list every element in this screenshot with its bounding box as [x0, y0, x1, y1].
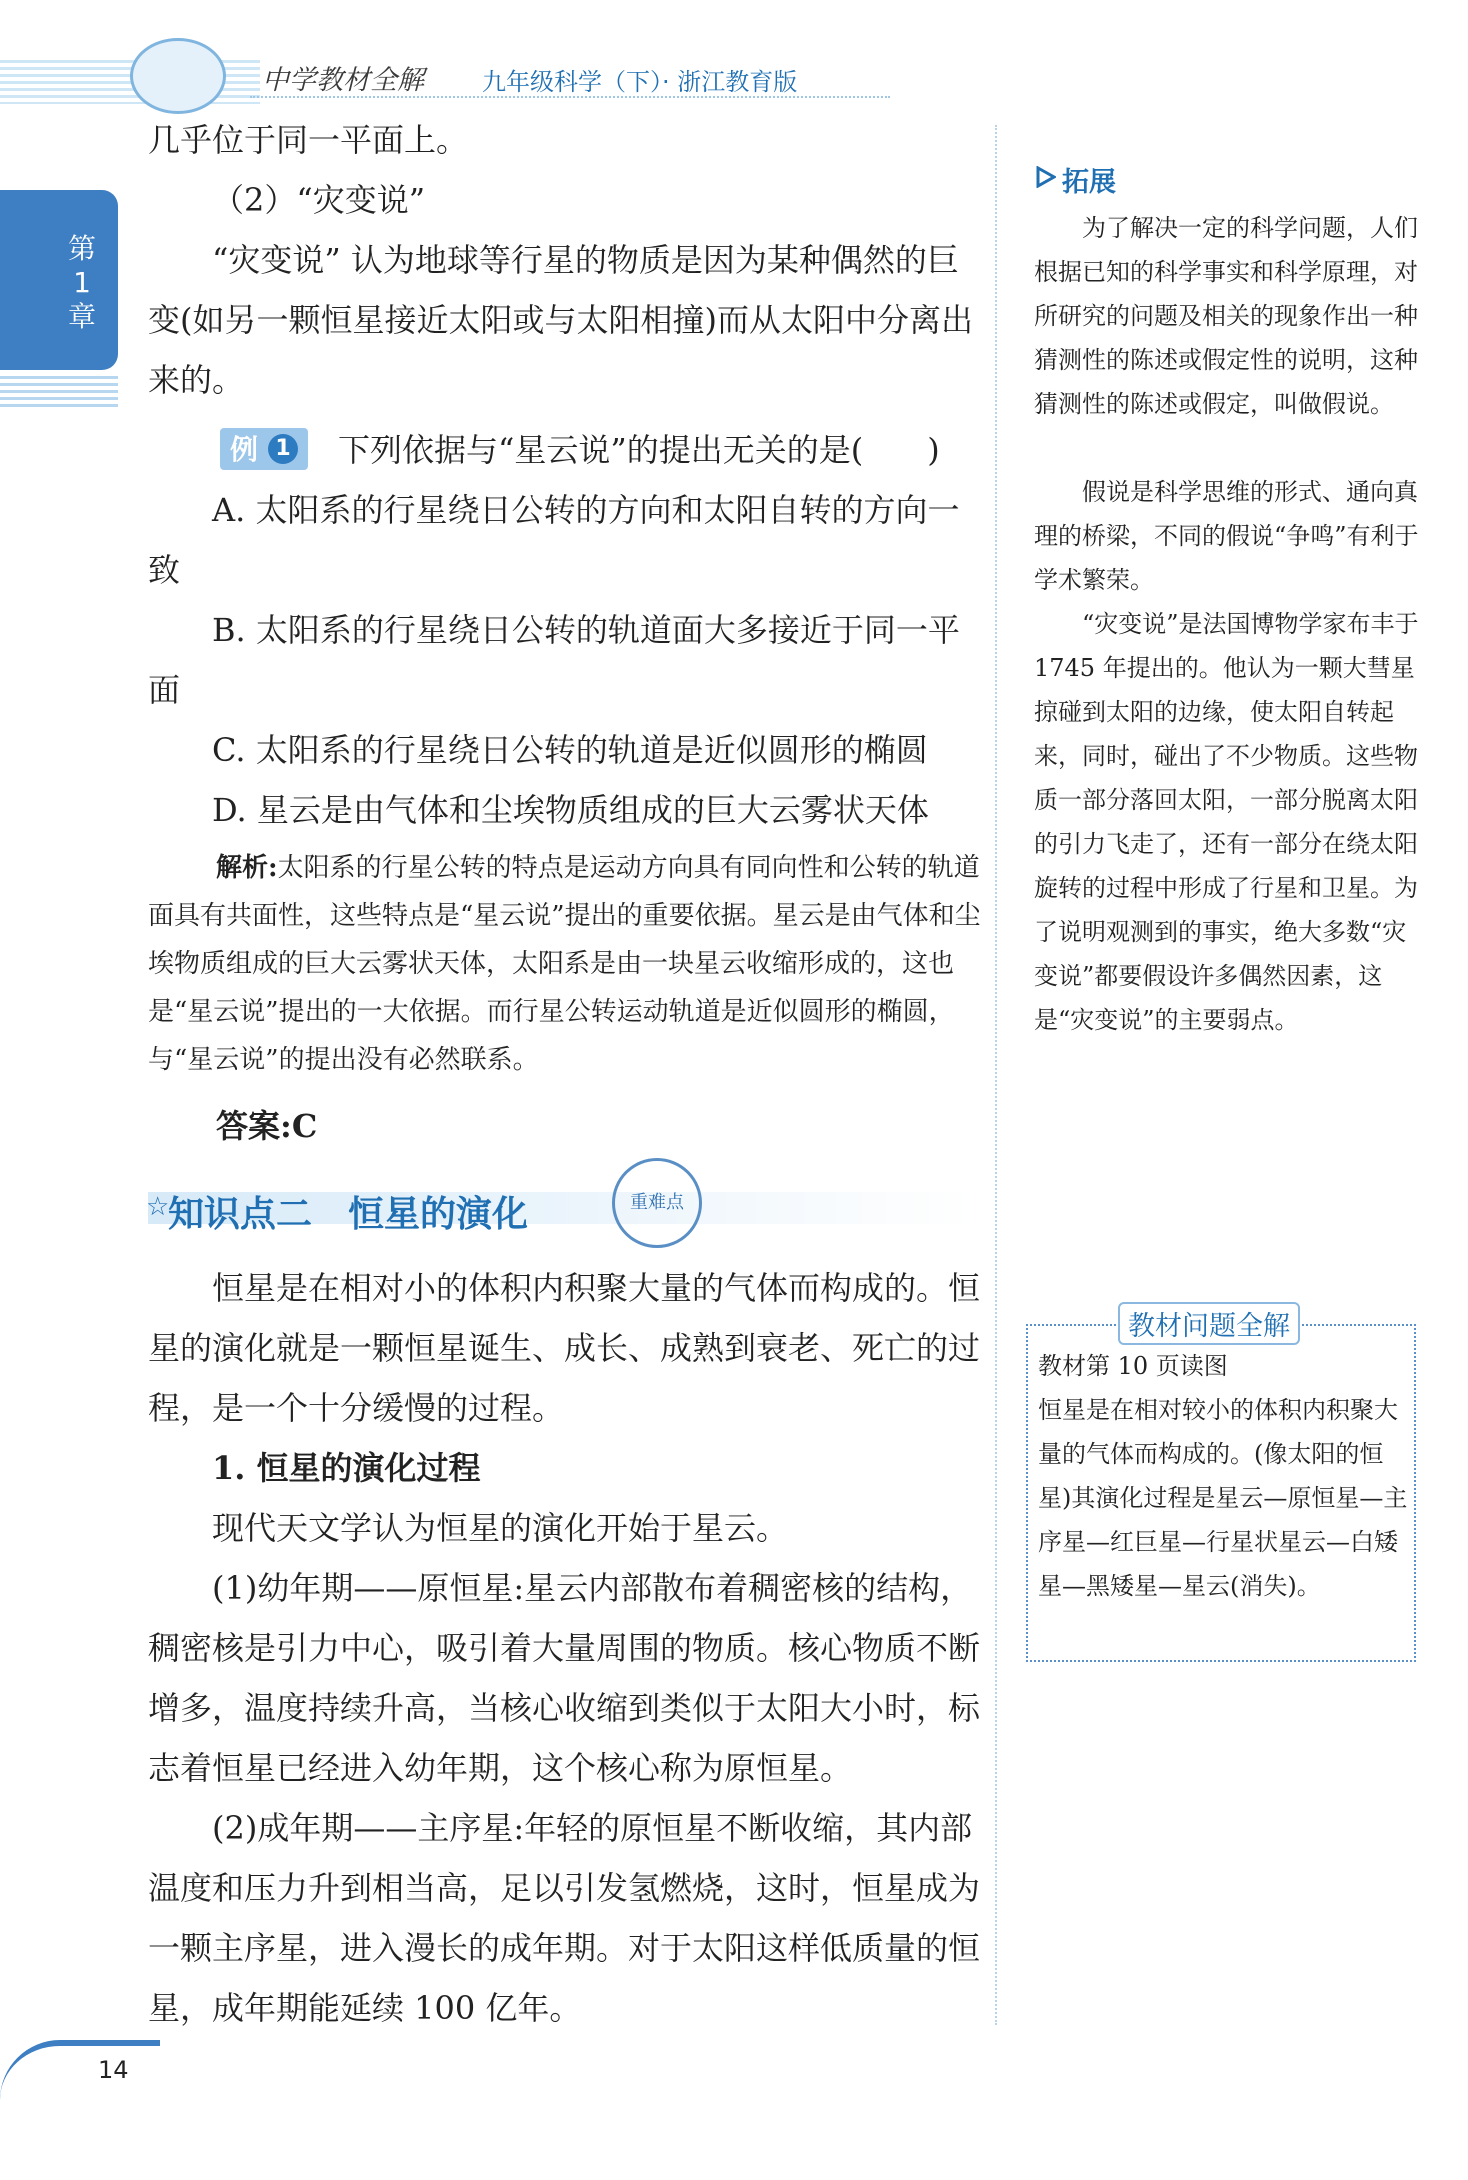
option-b: B. 太阳系的行星绕日公转的轨道面大多接近于同一平面: [148, 611, 960, 709]
star-icon: ☆: [146, 1192, 170, 1222]
textbook-question-answer: 恒星是在相对较小的体积内积聚大量的气体而构成的。(像太阳的恒星)其演化过程是星云—原恒星—主序星—红巨星—行星状星云—白矮星—黑矮星—星云(消失)。: [1038, 1396, 1408, 1600]
sidebar-paragraph-3: “灾变说”是法国博物学家布丰于 1745 年提出的。他认为一颗大彗星掠碰到太阳的边缘，使太阳自转起来，同时，碰出了不少物质。这些物质一部分落回太阳，一部分脱离太阳的引力飞走了，还有一部分在绕太阳旋转的过程中形成了行星和卫星。为了说明观测到的事实，绝大多数“灾变说”都要假设许多偶然因素，这是“灾变说”的主要弱点。: [1034, 610, 1419, 1034]
page-corner-curve: [0, 2040, 160, 2180]
column-divider: [995, 125, 997, 2025]
analysis-body: 太阳系的行星公转的特点是运动方向具有同向性和公转的轨道面具有共面性，这些特点是“星云说”提出的重要依据。星云是由气体和尘埃物质组成的巨大云雾状天体，太阳系是由一块星云收缩形成的，这也是“星云说”提出的一大依据。而行星公转运动轨道是近似圆形的椭圆，与“星云说”的提出没有必然联系。: [148, 853, 981, 1075]
header-subtitle: 九年级科学（下）· 浙江教育版: [482, 68, 798, 96]
analysis-label: 解析:: [216, 853, 278, 883]
page-number: 14: [98, 2056, 129, 2084]
chapter-tab-label: 第1章: [67, 232, 96, 333]
chapter-tab-stripes: [0, 376, 118, 410]
paragraph-nebula: 现代天文学认为恒星的演化开始于星云。: [212, 1509, 789, 1547]
subheading-evolution-process: 1. 恒星的演化过程: [212, 1449, 481, 1487]
sidebar-heading: 拓展: [1062, 167, 1116, 198]
paragraph-main-sequence: (2)成年期——主序星:年轻的原恒星不断收缩，其内部温度和压力升到相当高，足以引发氢燃烧，这时，恒星成为一颗主序星，进入漫长的成年期。对于太阳这样低质量的恒星，成年期能延续 100 亿年。: [148, 1809, 981, 2027]
option-a: A. 太阳系的行星绕日公转的方向和太阳自转的方向一致: [148, 491, 960, 589]
sidebar-paragraph-1: 为了解决一定的科学问题，人们根据已知的科学事实和科学原理，对所研究的问题及相关的现象作出一种猜测性的陈述或假定性的说明，这种猜测性的陈述或假定，叫做假说。: [1034, 214, 1418, 418]
sidebar-paragraph-2: 假说是科学思维的形式、通向真理的桥梁，不同的假说“争鸣”有利于学术繁荣。: [1034, 478, 1419, 594]
paragraph-star-evolution: 恒星是在相对小的体积内积聚大量的气体而构成的。恒星的演化就是一颗恒星诞生、成长、成熟到衰老、死亡的过程，是一个十分缓慢的过程。: [148, 1269, 981, 1427]
analysis-text: [148, 844, 986, 1084]
example-question: 下列依据与“星云说”的提出无关的是( ): [338, 431, 940, 469]
textbook-question-title: 教材问题全解: [1118, 1302, 1300, 1345]
paragraph-continuation: 几乎位于同一平面上。: [148, 121, 469, 159]
subheading-catastrophe: （2）“灾变说”: [212, 181, 426, 219]
key-point-stamp: 重难点: [612, 1158, 702, 1248]
option-c: C. 太阳系的行星绕日公转的轨道是近似圆形的椭圆: [212, 731, 928, 769]
example-number: 1: [268, 434, 298, 464]
book-logo-icon: [130, 38, 226, 114]
paragraph-protostar: (1)幼年期——原恒星:星云内部散布着稠密核的结构，稠密核是引力中心，吸引着大量周围的物质。核心物质不断增多，温度持续升高，当核心收缩到类似于太阳大小时，标志着恒星已经进入幼年期，这个核心称为原恒星。: [148, 1569, 981, 1787]
play-triangle-icon: [1036, 166, 1056, 188]
option-d: D. 星云是由气体和尘埃物质组成的巨大云雾状天体: [212, 791, 929, 829]
paragraph-catastrophe: “灾变说” 认为地球等行星的物质是因为某种偶然的巨变(如另一颗恒星接近太阳或与太阳相撞)而从太阳中分离出来的。: [148, 241, 973, 399]
header-divider: [250, 96, 890, 98]
textbook-question-ref: 教材第 10 页读图: [1038, 1352, 1228, 1380]
header-title: 中学教材全解: [262, 65, 424, 96]
example-label: 例: [230, 433, 259, 466]
answer: 答案:C: [216, 1107, 318, 1145]
section-title: 知识点二 恒星的演化: [168, 1194, 529, 1235]
textbook-question-text: [1038, 1344, 1410, 1608]
